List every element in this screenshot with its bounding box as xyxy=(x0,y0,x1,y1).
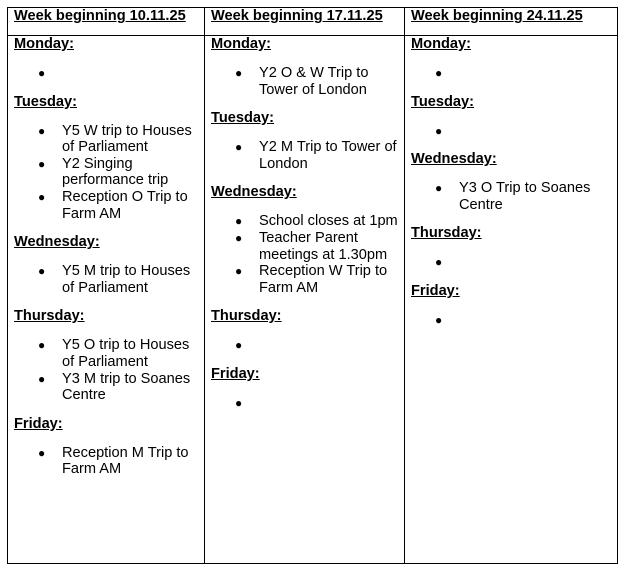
day-name: Wednesday: xyxy=(211,184,297,201)
event-item xyxy=(235,139,398,172)
day-name: Tuesday: xyxy=(211,110,274,127)
day-section-friday xyxy=(411,283,611,329)
bullet-icon: ● xyxy=(38,264,46,279)
event-list xyxy=(411,254,611,271)
event-item xyxy=(38,155,198,189)
event-list xyxy=(211,139,398,172)
bullet-icon: ● xyxy=(38,189,46,204)
bullet-icon: ● xyxy=(235,140,243,155)
day-name: Wednesday: xyxy=(411,151,497,168)
event-item xyxy=(435,180,611,213)
event-list xyxy=(211,213,398,296)
day-section-thursday xyxy=(411,225,611,271)
event-list xyxy=(14,337,198,403)
event-text: Y2 M Trip to Tower of London xyxy=(259,139,397,172)
event-text: Teacher Parent meetings at 1.30pm xyxy=(259,229,388,263)
day-name: Tuesday: xyxy=(14,93,77,110)
event-list xyxy=(14,65,198,82)
day-name: Friday: xyxy=(14,415,63,432)
event-text: Y2 O & W Trip to Tower of London xyxy=(259,65,369,98)
day-name: Thursday: xyxy=(211,308,282,325)
bullet-icon: ● xyxy=(38,371,46,386)
bullet-icon: ● xyxy=(435,255,443,270)
event-list xyxy=(14,263,198,296)
day-section-thursday xyxy=(211,308,398,354)
event-item xyxy=(435,65,611,82)
bullet-icon: ● xyxy=(435,66,443,80)
event-text: Y3 O Trip to Soanes Centre xyxy=(459,180,591,213)
content-row xyxy=(8,36,618,564)
event-list xyxy=(14,123,198,223)
event-text: Y3 M trip to Soanes Centre xyxy=(62,370,191,404)
event-text: Reception O Trip to Farm AM xyxy=(62,188,188,222)
day-section-tuesday xyxy=(211,110,398,172)
day-name: Tuesday: xyxy=(411,93,474,110)
week-column-3 xyxy=(405,36,618,564)
event-item xyxy=(38,444,198,478)
day-name: Monday: xyxy=(211,36,271,52)
event-text: Reception M Trip to Farm AM xyxy=(62,444,189,478)
bullet-icon: ● xyxy=(235,338,243,353)
day-section-wednesday xyxy=(411,151,611,213)
event-list xyxy=(14,445,198,478)
day-section-friday xyxy=(211,366,398,412)
event-item xyxy=(235,395,398,412)
day-section-tuesday xyxy=(14,94,198,223)
event-item xyxy=(235,65,398,98)
week-column-1 xyxy=(8,36,205,564)
bullet-icon: ● xyxy=(435,181,443,196)
week-header-3: Week beginning 24.11.25 xyxy=(405,8,618,36)
day-name: Monday: xyxy=(411,36,471,52)
day-section-monday xyxy=(411,36,611,82)
event-item xyxy=(38,370,198,404)
event-list xyxy=(411,312,611,329)
day-section-friday xyxy=(14,416,198,478)
event-item xyxy=(38,65,198,82)
event-item xyxy=(235,263,398,296)
day-section-thursday xyxy=(14,308,198,403)
day-section-tuesday xyxy=(411,94,611,140)
event-item xyxy=(38,263,198,296)
bullet-icon: ● xyxy=(38,338,46,353)
event-text: Y5 O trip to Houses of Parliament xyxy=(62,337,190,370)
day-name: Thursday: xyxy=(14,308,85,325)
event-item xyxy=(235,337,398,354)
day-name: Thursday: xyxy=(411,225,482,242)
bullet-icon: ● xyxy=(435,312,443,327)
day-name: Wednesday: xyxy=(14,234,100,251)
event-text: School closes at 1pm xyxy=(259,213,398,230)
event-item xyxy=(235,229,398,263)
event-item xyxy=(38,188,198,222)
header-row xyxy=(8,8,618,36)
event-list xyxy=(211,337,398,354)
event-list xyxy=(411,123,611,140)
week-header-2: Week beginning 17.11.25 xyxy=(205,8,405,36)
bullet-icon: ● xyxy=(38,445,46,460)
day-section-monday xyxy=(211,36,398,98)
event-item xyxy=(235,213,398,230)
event-text: Y5 M trip to Houses of Parliament xyxy=(62,263,191,296)
event-text: Y5 W trip to Houses of Parliament xyxy=(62,122,192,156)
week-column-2 xyxy=(205,36,405,564)
event-list xyxy=(411,180,611,213)
bullet-icon: ● xyxy=(235,66,243,80)
day-section-wednesday xyxy=(211,184,398,296)
day-section-wednesday xyxy=(14,234,198,296)
schedule-table xyxy=(7,7,618,564)
event-item xyxy=(38,122,198,156)
event-list xyxy=(211,395,398,412)
day-name: Monday: xyxy=(14,36,74,52)
event-list xyxy=(411,65,611,82)
day-section-monday xyxy=(14,36,198,82)
bullet-icon: ● xyxy=(38,66,46,80)
event-list xyxy=(211,65,398,98)
event-text: Y2 Singing performance trip xyxy=(62,155,169,189)
day-name: Friday: xyxy=(411,282,460,299)
day-name: Friday: xyxy=(211,365,260,382)
bullet-icon: ● xyxy=(235,214,243,229)
event-item xyxy=(435,312,611,329)
event-text: Reception W Trip to Farm AM xyxy=(259,263,388,296)
bullet-icon: ● xyxy=(235,230,243,245)
event-item xyxy=(38,337,198,370)
bullet-icon: ● xyxy=(235,264,243,279)
bullet-icon: ● xyxy=(235,395,243,410)
event-item xyxy=(435,254,611,271)
bullet-icon: ● xyxy=(38,123,46,138)
bullet-icon: ● xyxy=(435,123,443,138)
week-header-1: Week beginning 10.11.25 xyxy=(8,8,205,36)
bullet-icon: ● xyxy=(38,156,46,171)
event-item xyxy=(435,123,611,140)
